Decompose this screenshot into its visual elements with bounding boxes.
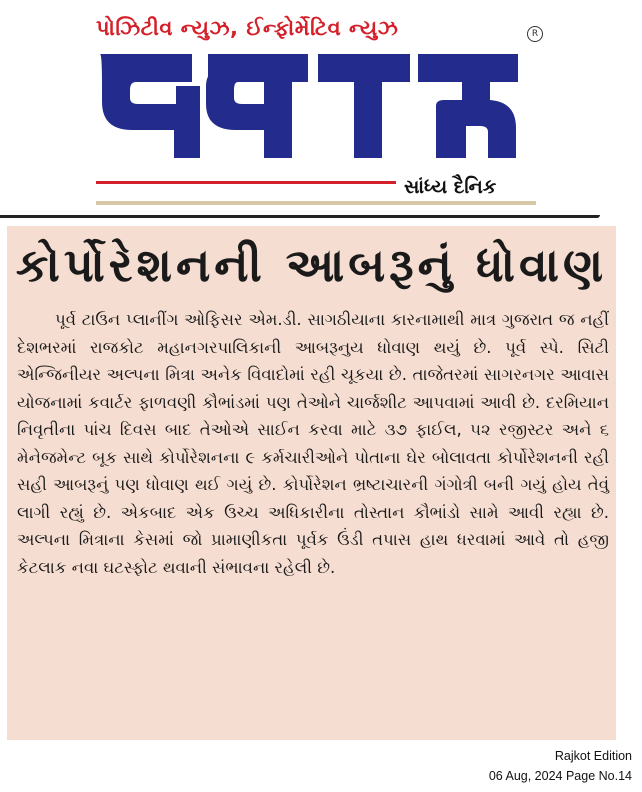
tagline: પોઝિટીવ ન્યુઝ, ઈન્ફોર્મેટિવ ન્યુઝ (96, 16, 399, 40)
masthead-gold-rule (96, 201, 536, 205)
date-page-info: 06 Aug, 2024 Page No.14 (488, 769, 632, 783)
masthead-red-rule (96, 181, 396, 184)
page-footer (489, 746, 632, 786)
abtak-logo-icon (96, 46, 522, 164)
registered-mark-icon: R (527, 26, 543, 42)
newspaper-logo (96, 46, 522, 164)
edition-type-label: સાંધ્ય દૈનિક (404, 176, 497, 198)
masthead-divider (0, 215, 600, 218)
masthead (0, 0, 642, 215)
article-box (7, 226, 616, 740)
edition-name: Rajkot Edition (554, 749, 632, 763)
article-headline: કોર્પોરેશનની આબરૂનું ધોવાણ (15, 238, 608, 292)
article-body (17, 306, 609, 581)
article-paragraph: પૂર્વ ટાઉન પ્લાનીંગ ઓફિસર એમ.ડી. સાગઠીયાના કારનામાથી માત્ર ગુજરાત જ નહીં દેશભરમાં રાજકોટ મહાનગરપાલિકાની આબરૂનુય ધોવાણ થયું છે. પૂર્વ સ્પે. સિટી એન્જિનીયર અલ્પના મિત્રા અનેક વિવાદોમાં રહી ચૂકયા છે. તાજેતરમાં સાગરનગર આવાસ યોજનામાં કવાર્ટર ફાળવણી કૌભાંડમાં પણ તેઓને ચાર્જશીટ આપવામાં આવી છે. દરમિયાન નિવૃતીના પાંચ દિવસ બાદ તેઓએ સાઈન કરવા માટે ૩૭ ફાઈલ, ૫૨ રજીસ્ટર અને ૬ મેનેજમેન્ટ બૂક સાથે કોર્પોરેશનના ૯ કર્મચારીઓને પોતાના ઘેર બોલાવતા કોર્પોરેશનની રહી સહી આબરૂનું પણ ધોવાણ થઈ ગયું છે. કોર્પોરેશન ભ્રષ્ટાચારની ગંગોત્રી બની ગયું હોય તેવું લાગી રહ્યું છે. એકબાદ એક ઉચ્ચ અધિકારીના તોસ્તાન કૌભાંડો સામે આવી રહ્યા છે. અલ્પના મિત્રાના કેસમાં જો પ્રામાણીકતા પૂર્વક ઉંડી તપાસ હાથ ધરવામાં આવે તો હજી કેટલાક નવા ઘટસ્ફોટ થવાની સંભાવના રહેલી છે. (17, 310, 609, 577)
